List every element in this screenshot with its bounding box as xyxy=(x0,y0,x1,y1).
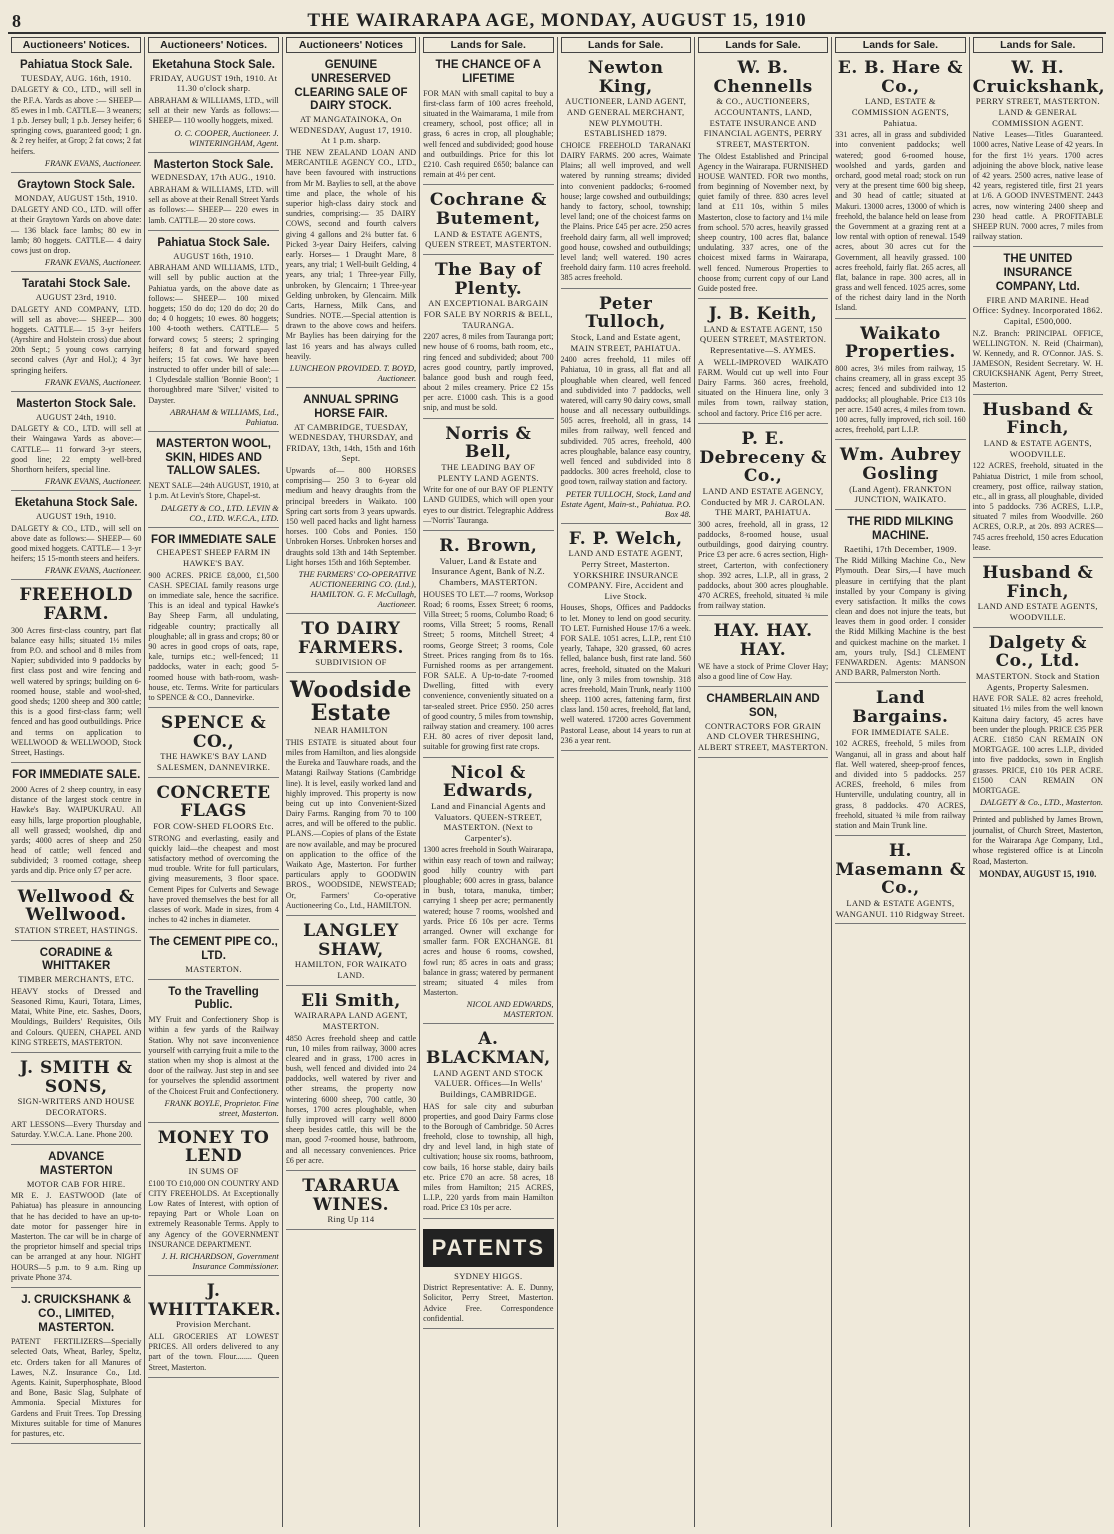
ad-title: Norris & Bell, xyxy=(445,423,532,463)
ad-body: HEAVY stocks of Dressed and Seasoned Rimu, Kauri, Totara, Limes, Matai, White Pine, etc. Sashes, Doors, Mouldings, Builders' Requisites, Oils and Colours. QUEEN, CHAPEL AND KING STREETS, MASTERTON. xyxy=(11,986,142,1047)
ad-body: £100 TO £10,000 ON COUNTRY AND CITY FREEHOLDS. At Exceptionally Low Rates of Interest, with option of repaying Part or Whole Loan on extremely Reasonable Terms. Apply to any Agency of the GOVERNMENT INSURANCE DEPARTMENT. xyxy=(148,1178,279,1249)
ad-body: District Representative: A. E. Dunny, Solicitor, Perry Street, Masterton. Advice Free. Correspondence confidential. xyxy=(423,1283,554,1323)
advertisement-j-smith-sons xyxy=(11,1056,141,1145)
ad-signature: PETER TULLOCH, Stock, Land and Estate Agent, Main-st., Pahiatua. P.O. Box 48. xyxy=(560,488,691,519)
ad-subtitle: LAND AGENT AND STOCK VALUER. Offices—In Wells' Buildings, CAMBRIDGE. xyxy=(433,1067,544,1099)
ad-signature: ABRAHAM & WILLIAMS, Ltd., Pahiatua. xyxy=(170,406,279,427)
ad-title: SPENCE & CO., xyxy=(160,713,267,752)
ad-title: CONCRETE FLAGS xyxy=(156,782,271,822)
columns xyxy=(8,37,1106,1527)
ad-title: R. Brown, xyxy=(439,536,538,557)
column-header: Lands for Sale. xyxy=(835,37,965,53)
ad-subtitle: SYDNEY HIGGS. xyxy=(454,1270,523,1281)
ad-body: ABRAHAM AND WILLIAMS, LTD., will sell by public auction at the Pahiatua yards, on the above date as follows:— SHEEP— 100 mixed hoggets; 150 do do; 120 do do; 20 do do; 4 0 hoggets; 10 ewes. 80 hoggets; 100 4-tooth wethers. CATTLE— 5 forward cows; 5 steers; 2 springing heifers; 8 fat and forward spayed heifers; 15 fat cows. We have been instructed to offer under bill of sale:— 1 Clydesdale stallion 'Bonnie Boon'; 1 thoroughbred mare 'Silver,' visited to Dayster. xyxy=(148,263,279,405)
ad-subtitle: FIRE AND MARINE. Head Office: Sydney. Incorporated 1862. Capital, £500,000. xyxy=(972,294,1103,326)
ad-title: P. E. Debreceny & Co., xyxy=(699,428,827,487)
advertisement-pahiatua-stock-sale xyxy=(148,234,278,432)
ad-subtitle: MASTERTON. xyxy=(185,963,242,974)
ad-title: Waikato Properties. xyxy=(845,323,956,363)
ad-body: 1300 acres freehold in South Wairarapa, within easy reach of town and railway; good hilly country with part ploughable; 600 acres in grass, balance in bush, totara, manuka, timber; carrying 1 sheep per acre; permanently watered; house 7 rooms, woolshed and yards. Price £6 10s per acre. Terms arranged. Owner will exchange for smaller farm. FOR EXCHANGE. 81 acres and house 6 rooms, cowshed, fowl run; 85 acres in oats and grass; balance in grass; watered by permanent stream; situated 4 miles from Masterton. xyxy=(423,845,554,998)
advertisement-j-cruickshank-co-limited-masterton xyxy=(11,1291,141,1444)
advertisement-husband-finch xyxy=(973,561,1103,628)
ad-subtitle: IN SUMS OF xyxy=(188,1166,239,1177)
advertisement-coradine-whittaker xyxy=(11,944,141,1053)
ad-body: 800 acres, 3½ miles from railway, 15 chains creamery, all in grass except 35 acres; fenced and subdivided into 12 paddocks; all ploughable. Price £13 10s per acre. 1540 acres, 4 miles from town. 100 acres, fully improved, rich soil. 160 acres, freehold, part L.I.P. xyxy=(835,364,966,435)
ad-title: Masterton Stock Sale. xyxy=(153,158,274,171)
ad-body: DALGETY & CO., LTD., will sell on above date as follows:— SHEEP— 60 good mixed hoggets. CATTLE— 1 3-yr heifers; 15 15-month steers and heifers. xyxy=(11,523,142,564)
column-5 xyxy=(558,37,695,1527)
ad-body: 122 ACRES, freehold, situated in the Pahiatua District, 1 mile from school, creamery, post office, railway station, etc., all in grass, all ploughable, divided into 5 paddocks. 736 ACRES, L.I.P., situated 7 miles from Woodville. 260 ACRES, O.R.P., at 20s. 893 ACRES—745 acres freehold, 150 acres Education lease. xyxy=(972,461,1103,552)
ad-title: E. B. Hare & Co., xyxy=(837,58,963,97)
advertisement-f-p-welch xyxy=(561,527,691,751)
ad-title: HAY. HAY. HAY. xyxy=(713,621,813,661)
ad-title: Cochrane & Butement, xyxy=(429,190,547,229)
ad-title: Masterton Stock Sale. xyxy=(16,397,136,410)
ad-title: Husband & Finch, xyxy=(982,399,1094,439)
ad-body: HOUSES TO LET.—7 rooms, Worksop Road; 6 rooms, Essex Street; 6 rooms, Villa Street; 5 rooms, Columbo Road; 6 rooms, Villa Street; 5 rooms, Renall Street; 5 rooms, Mitchell Street; 4 rooms, George Street; 3 rooms, Cole Street. Prices ranging from 8s to 16s. Furnished rooms as per arrangement. FOR SALE. A Up-to-date 7-roomed Dwelling, fitted with every convenience, conveniently situated on a tar-sealed street. Price £950. 250 acres of good country, 5 miles from township, railway station and creamery. 100 acres F.H. 80 acres of river deposit land, suitable for growing first rate crops. xyxy=(423,589,554,752)
ad-subtitle: CHEAPEST SHEEP FARM IN HAWKE'S BAY. xyxy=(156,547,271,569)
ad-title: The Bay of Plenty. xyxy=(435,259,542,299)
ad-title: FOR IMMEDIATE SALE xyxy=(151,533,277,546)
advertisement-the-ridd-milking-machine xyxy=(835,513,965,683)
ad-body: 2000 Acres of 2 sheep country, in easy distance of the largest stock centre in Hawke's Bay. WAIPUKURAU. All easy hills, large proportion ploughable, all well grassed; woolshed, dip and yards; 4000 acres of sheep and 250 head of cattle; well fenced and subdivided; 3 roomed cottage, sheep yards and dip. Price only £7 per acre. xyxy=(11,784,142,876)
ad-title: LANGLEY SHAW, xyxy=(303,920,399,960)
ad-title: Taratahi Stock Sale. xyxy=(21,278,131,291)
ad-title: F. P. Welch, xyxy=(568,528,683,549)
ad-title: J. B. Keith, xyxy=(708,304,818,325)
advertisement-genuine-unreserved-clearing-sale-of-dair xyxy=(286,56,416,388)
advertisement-j-b-keith xyxy=(698,302,828,424)
ad-subtitle: (Land Agent). FRANKTON JUNCTION, WAIKATO. xyxy=(849,483,952,505)
advertisement-pahiatua-stock-sale xyxy=(11,56,141,173)
ad-subtitle: TIMBER MERCHANTS, ETC. xyxy=(18,974,135,985)
advertisement-the-chance-of-a-lifetime xyxy=(423,56,553,185)
advertisement-masterton-stock-sale xyxy=(11,395,141,491)
ad-body: HAVE FOR SALE. 82 acres freehold, situated 1½ miles from the well known Kaituna dairy factory, 45 acres have been under the plough. PRICE £35 PER ACRE. £1850 CAN REMAIN ON MORTGAGE. 100 acres L.I.P., divided into five paddocks, sown in English grasses. PRICE, £10 10s PER ACRE. £1500 CAN REMAIN ON MORTGAGE. xyxy=(972,694,1103,795)
advertisement-w-h-cruickshank xyxy=(972,56,1106,247)
advertisement-r-brown xyxy=(423,534,553,758)
ad-title: Wm. Aubrey Gosling xyxy=(839,445,961,484)
advertisement-hay-hay-hay xyxy=(698,619,828,687)
advertisement-annual-spring-horse-fair xyxy=(286,391,416,614)
advertisement-peter-tulloch xyxy=(561,292,691,524)
ad-subtitle: Land and Financial Agents and Valuators. QUEEN-STREET, MASTERTON. (Next to Carpenter's). xyxy=(431,800,546,843)
masthead-title: THE WAIRARAPA AGE, MONDAY, AUGUST 15, 1910 xyxy=(307,10,807,31)
ad-body: 4850 Acres freehold sheep and cattle run, 10 miles from railway, 3000 acres cleared and in grass, 1700 acres in bush, well fenced and divided into 24 paddocks, well watered by river and other streams, the property now wintering 6000 sheep, 700 cattle, 30 horses, 1700 acres ploughable, when fully improved will carry well 8000 sheep besides cattle, this will be the man, good 7-roomed house, bathroom, and all necessary conveniences. Price £6 per acre. xyxy=(285,1033,417,1165)
ad-body: ABRAHAM & WILLIAMS, LTD. will sell as above at their Renall Street Yards as follows:— SHEEP— 220 ewes in lamb. CATTLE— 20 store cows. xyxy=(148,185,279,225)
ad-subtitle: Valuer, Land & Estate and Insurance Agent, Bank of N.Z. Chambers, MASTERTON. xyxy=(431,555,545,587)
advertisement-graytown-stock-sale xyxy=(11,176,141,272)
column-header: Auctioneers' Notices. xyxy=(11,37,141,53)
masthead xyxy=(8,10,1106,34)
ad-body: DALGETY & CO., LTD. will sell at their Waingawa Yards as above:— CATTLE— 11 forward 3-yr steers, good line; 22 empty well-bred Shorthorn heifers, special line. xyxy=(11,424,142,474)
ad-title: Eketahuna Stock Sale. xyxy=(14,497,138,510)
advertisement-a-blackman xyxy=(423,1027,553,1218)
ad-body: DALGETY & CO., LTD., will sell in the P.F.A. Yards as above :— SHEEP— 85 ewes in l mb. CATTLE— 3 weaners; 1 p.b. Jersey bull; 1 p.b. Jersey heifer; 6 springing cows, guaranteed good; 1 gn. & 2 rey heifer, at Grop; 2 fat cows; 2 fat heifers. xyxy=(11,85,142,156)
ad-title: Wellwood & Wellwood. xyxy=(17,886,135,926)
ad-signature: FRANK EVANS, Auctioneer. xyxy=(44,476,142,487)
advertisement-masterton-wool-skin-hides-and-tallow-sal xyxy=(148,435,278,528)
ad-signature: NICOL AND EDWARDS, MASTERTON. xyxy=(466,999,554,1020)
ad-title: Graytown Stock Sale. xyxy=(17,178,135,191)
ad-title: Eketahuna Stock Sale. xyxy=(152,59,275,71)
advertisement-masterton-stock-sale xyxy=(148,156,278,231)
ad-body: PATENT FERTILIZERS—Specially selected Oats, Wheat, Barley, Speltz, etc. Orders taken for all Manures of Lawes, N.Z. Insurance Co., Ltd. Agents. Kainit, Superphosphate, Blood and Bone, Basic Slag, Sulphate of Ammonia. Special Mixtures for Gardens and Fruit Trees. Top Dressing Mixtures suitable for time of Manures for pastures, etc. xyxy=(11,1337,142,1438)
ad-subtitle: FRIDAY, AUGUST 19th, 1910. At 11.30 o'clock sharp. xyxy=(149,72,278,94)
column-7 xyxy=(832,37,969,1527)
ad-body: 2400 acres freehold, 11 miles off Pahiatua, 10 in grass, all flat and all ploughable when cleared, well fenced and subdivided into 7 paddocks, well watered, will carry 90 dairy cows, small house and all necessary outbuildings. 505 acres, freehold, all in grass, 14 miles from railway, well fenced and subdivided. 705 acres, freehold, 400 acres ploughable, balance easy country, well fenced and subdivided into 8 paddocks. 300 acres freehold, close to good town, railway station and factory. xyxy=(560,355,691,487)
advertisement-nicol-edwards xyxy=(423,761,553,1025)
advertisement-husband-finch xyxy=(973,398,1103,558)
advertisement-money-to-lend xyxy=(148,1126,278,1276)
ad-subtitle: & CO., AUCTIONEERS, ACCOUNTANTS, LAND, ESTATE INSURANCE AND FINANCIAL AGENTS, PERRY STREET, MASTERTON. xyxy=(703,96,823,149)
ad-body: 102 ACRES, freehold, 5 miles from Wanganui, all in grass and about half flat. Well watered, sheep-proof fences, and divided into 5 paddocks. 257 ACRES, freehold, 6 miles from Hunterville, undulating country, all in grass, 8 paddocks. 470 ACRES, freehold, situated ¾ mile from railway station and Main Trunk line. xyxy=(835,739,966,830)
ad-title: Pahiatua Stock Sale. xyxy=(19,59,133,71)
column-8 xyxy=(970,37,1106,1527)
ad-body: THIS ESTATE is situated about four miles from Hamilton, and lies alongside the Eureka and Tauwhare roads, and the Matangi Railway Stations (Cambridge line). It is level, easily worked land and highly improved. This property is now being cut up into Convenient-Sized Dairy Farms. Ranging from 70 to 100 acres, and will be offered to the public. PLANS.—Copies of plans of the Estate are now available, and may be procured on application to the office of the Waikato Age, Masterton. For further particulars apply to GOODWIN BROS., WOODSIDE, NEWSTEAD; Or, Farmers' Co-operative Auctioneering Co., Ltd., HAMILTON. xyxy=(285,737,417,910)
ad-title: J. SMITH & SONS, xyxy=(19,1058,133,1097)
column-3 xyxy=(283,37,420,1527)
ad-title: J. WHITTAKER. xyxy=(148,1281,282,1320)
ad-subtitle: SIGN-WRITERS AND HOUSE DECORATORS. xyxy=(17,1096,135,1117)
advertisement-waikato-properties xyxy=(835,322,965,441)
ad-body: A WELL-IMPROVED WAIKATO FARM. Would cut up well into Four Dairy Farms. 360 acres, freehold, situated on the Hinuera line, only 3 miles from town, railway station, school and factory. Price £16 per acre. xyxy=(697,357,829,418)
ad-subtitle: AN EXCEPTIONAL BARGAIN FOR SALE BY NORRIS & BELL, TAURANGA. xyxy=(423,298,553,330)
advertisement-eketahuna-stock-sale xyxy=(148,56,278,153)
ad-body: DALGETY AND CO., LTD. will offer at their Graytown Yards on above date:— 136 black face lambs; 80 ew in lamb; 80 hoggets. CATTLE— 4 dairy cows just on drop. xyxy=(11,205,142,255)
ad-body: HAS for sale city and suburban properties, and good Dairy Farms close to the Borough of Cambridge. 50 Acres freehold, close to township, all high, dry and level land, in high state of cultivation; house six rooms, bathroom, cow bails, 16 horse stable, dairy bails etc. Price £70 an acre. 58 acres, 18 miles from Hamilton; 215 ACRES, L.I.P., 220 yards from main Hamilton road. Price £3 10s per acre. xyxy=(423,1101,554,1213)
ad-subtitle: NEAR HAMILTON xyxy=(314,725,388,736)
ad-title: FREEHOLD FARM. xyxy=(19,585,134,625)
advertisement-h-masemann-co xyxy=(835,839,965,924)
ad-title: ADVANCE MASTERTON xyxy=(39,1151,113,1177)
ad-body: 2207 acres, 8 miles from Tauranga port; new house of 6 rooms, bath room, etc., ring fenced and subdivided; about 700 acres good country, partly improved, balance good bush and rough feed, about 2 miles creamery. Price £2 15s per acre. £1000 cash. This is a good snip, and must be sold. xyxy=(423,332,554,413)
ad-body: MR E. J. EASTWOOD (late of Pahiatua) has pleasure in announcing that he has decided to have an up-to-date motor for passenger hire in Masterton. The car will be in charge of the proprietor himself and special trips can be arranged at any hour. NIGHT HOURS—5 p.m. to 9 a.m. Ring up private Phone 374. xyxy=(11,1191,142,1282)
ad-title: Peter Tulloch, xyxy=(585,293,666,333)
ad-title: Eli Smith, xyxy=(301,990,401,1011)
ad-title: TARARUA WINES. xyxy=(302,1175,400,1215)
ad-body: 300 acres, freehold, all in grass, 12 paddocks, 8-roomed house, usual outbuildings, good dairying country. Price £3 per acre. 6 acres section, High-street, Carterton, with confectionery shop. 392 acres, L.I.P., all in grass, 2 paddocks, about 300 acres ploughable. 470 ACRES, freehold, situated ¾ mile from railway station. xyxy=(697,519,829,611)
column-1 xyxy=(8,37,145,1527)
column-header: Lands for Sale. xyxy=(423,37,553,53)
ad-subtitle: LAND & ESTATE AGENTS, WANGANUI. 110 Ridgway Street. xyxy=(835,898,965,919)
ad-title: CHAMBERLAIN AND SON, xyxy=(706,693,820,719)
ad-body: Upwards of— 800 HORSES comprising— 250 3 to 6-year old medium and heavy draughts from the principal breeders in Waikato. 100 Spring cart sorts from 3 years upwards. 150 well paced hacks and light harness horses. 100 Cobs and Ponies. 150 Unbroken Horses. Unbroken horses and draughts sold 13th and 14th September. Light horses 15th and 16th September. xyxy=(285,466,417,567)
ad-body: FOR MAN with small capital to buy a first-class farm of 100 acres freehold, situated in the Waimarama, 1 mile from creamery, school, post office; all in grass, 6 acres in crop, all ploughable; well fenced and subdivided; good house and outbuildings. Price for this lot £210. Cash required £650; balance can remain at 4½ per cent. xyxy=(423,88,554,180)
ad-body: ALL GROCERIES AT LOWEST PRICES. All orders delivered to any part of the town. Flour........ Queen Street, Masterton. xyxy=(148,1332,279,1372)
ad-body: STRONG and everlasting, easily and quickly laid—the cheapest and most satisfactory method of overcoming the mud trouble. Write for full particulars, giving measurements, 3 floor space. Cement Pipes for Culverts and Sewage have proved themselves the best for all classes of work. Made in sizes, from 4 inches to 42 inches in diameter. xyxy=(148,833,279,925)
ad-subtitle: TUESDAY, AUG. 16th, 1910. xyxy=(21,72,132,83)
ad-title: The CEMENT PIPE CO., LTD. xyxy=(149,936,278,963)
ad-subtitle: AUGUST 23rd, 1910. xyxy=(35,291,117,302)
ad-body: 300 Acres first-class country, part flat balance easy hills; situated 1½ miles from P.O. and school and 8 miles from Napier; subdivided into 9 paddocks by first class post and wire fencing and well watered by springs; building on 6-roomed house, stable and wool-shed, good sheds; 1200 sheep and 300 cattle; this is a good first-class farm; well fenced and has good outbuildings. Price and terms on application to WELLWOOD & WELLWOOD, Stock Street, Hastings. xyxy=(11,625,142,757)
column-header: Lands for Sale. xyxy=(698,37,828,53)
ad-subtitle: LAND & ESTATE AGENTS, QUEEN STREET, MASTERTON. xyxy=(425,228,552,250)
advertisement-cochrane-butement xyxy=(423,188,553,255)
ad-title: Husband & Finch, xyxy=(982,563,1094,602)
advertisement-p-e-debreceny-co xyxy=(698,427,828,617)
advertisement-the-cement-pipe-co-ltd xyxy=(148,933,278,979)
ad-title: W. B. Chennells xyxy=(713,58,813,97)
ad-subtitle: Ring Up 114 xyxy=(327,1214,375,1225)
advertisement-patents xyxy=(423,1222,553,1329)
imprint-date: MONDAY, AUGUST 15, 1910. xyxy=(979,869,1097,880)
ad-title: Newton King, xyxy=(587,58,664,97)
ad-body: NEXT SALE—24th AUGUST, 1910, at 1 p.m. At Levin's Store, Chapel-st. xyxy=(148,481,279,501)
ad-subtitle: WAIRARAPA LAND AGENT, MASTERTON. xyxy=(294,1010,408,1031)
advertisement-concrete-flags xyxy=(148,781,278,931)
ad-subtitle: LAND AND ESTATE AGENCY, Conducted by MR J. CAROLAN. THE MART, PAHIATUA. xyxy=(701,485,825,518)
advertisement-to-the-travelling-public xyxy=(148,983,278,1123)
ad-subtitle: MONDAY, AUGUST 15th, 1910. xyxy=(14,192,138,203)
ad-subtitle: LAND AND ESTATE AGENT, Perry Street, Masterton. YORKSHIRE INSURANCE COMPANY. Fire, Accident and Live Stock. xyxy=(567,548,684,601)
advertisement-woodside-estate xyxy=(286,676,416,916)
advertisement-eli-smith xyxy=(286,989,416,1171)
ad-signature: DALGETY & CO., LTD. LEVIN & CO., LTD. W.F.C.A., LTD. xyxy=(160,502,279,523)
advertisement-spence-co xyxy=(148,711,278,778)
ad-title: A. BLACKMAN, xyxy=(425,1029,551,1068)
advertisement-taratahi-stock-sale xyxy=(11,275,141,392)
advertisement-eketahuna-stock-sale xyxy=(11,494,141,580)
ad-title: THE UNITED INSURANCE COMPANY, Ltd. xyxy=(995,253,1080,293)
ad-signature: DALGETY & Co., LTD., Masterton. xyxy=(980,797,1103,808)
ad-title: W. H. Cruickshank, xyxy=(972,58,1106,97)
ad-subtitle: LAND & ESTATE AGENTS, WOODVILLE. xyxy=(983,438,1092,459)
advertisement-e-b-hare-co xyxy=(835,56,965,319)
ad-body: DALGETY AND COMPANY, LTD. will sell as above:— SHEEP— 300 hoggets. CATTLE— 15 3-yr heifers (Ayrshire and Holstein cross) due about 20th Sept.; 5 young cows carrying second calves (Ayr and Hol.); 4 3yr springing heifers. xyxy=(11,304,142,375)
ad-signature: O. C. COOPER, Auctioneer. J. WINTERINGHAM, Agent. xyxy=(174,127,279,148)
ad-body: THE NEW ZEALAND LOAN AND MERCANTILE AGENCY CO., LTD., have been favoured with instructions from Mr M. Baylies to sell, at the above time and place, the whole of his superior high-class dairy stock and sundries, comprising:— 35 DAIRY COWS, second and fourth calvers giving 4 gallons and 2¼ butter fat. 6 Picked 3-year Dairy Heifers, calving early. Horses— 1 Draught Mare, 8 years, any trial; 1 Well-built Gelding, 4 years, any trial; 1 Three-year Filly, unbroken, by Glencairn; 1 Three-year Gelding unbroken, by Glencairn. Milk Carts, Harness, Milk Cans, and Sundries. NOTE.—Special attention is drawn to the above cows and heifers. Mr Baylies has been dairying for the last 16 years and has always culled heavily. xyxy=(285,148,417,361)
ad-body: The Oldest Established and Principal Agency in the Wairarapa. FURNISHED HOUSE WANTED. FOR two months, from beginning of November next, by quiet family of three. 830 acres level land at £11 10s, within 5 miles Masterton, close to factory and 1¼ mile from school. 570 acres, heavily grassed sheep country, 100 acres flat, balance undulating. 337 acres, one of the choicest mixed farms in Wairarapa, well fenced. Numerous Properties to choose from; current copy of our Land Guide posted free. xyxy=(697,151,829,293)
column-header: Lands for Sale. xyxy=(973,37,1103,53)
advertisement-tararua-wines xyxy=(286,1174,416,1230)
ad-title: Nicol & Edwards, xyxy=(442,762,534,802)
ad-body: 900 ACRES. PRICE £8,000, £1,500 CASH. SPECIAL family reasons urge on immediate sale, hence the sacrifice. This is an ideal and typical Hawke's Bay Sheep Farm, all undulating, ridgeable country; practically all ploughable; all in grass and crops; 80 or 90 acres in good crops of oats, rape, kale, turnips etc.; well-fenced; 11 paddocks, water in each; good 5-roomed house with bath-room, wash-house, etc. Terms. Write for particulars to SPENCE & CO., Dannevirke. xyxy=(148,570,279,702)
ad-title: GENUINE UNRESERVED CLEARING SALE OF DAIRY STOCK. xyxy=(294,59,408,113)
advertisement-to-dairy-farmers xyxy=(286,617,416,673)
ad-subtitle: MOTOR CAB FOR HIRE. xyxy=(26,1178,126,1189)
advertisement-land-bargains xyxy=(835,686,965,836)
ad-body: Native Leases—Titles Guaranteed. 1000 acres, Native Lease of 42 years. In for the first 1½ years. 1700 acres adjoining the above block, native lease of 42 years. 2500 acres, native lease of 42 years, registered title, first 21 years at 1/6. A GOOD INVESTMENT. 2443 acres, now wintering 2400 sheep and 230 head cattle. A PROFITABLE SHEEP RUN. 7000 acres, 7 miles from railway station. xyxy=(972,130,1103,242)
ad-body: The Ridd Milking Machine Co., New Plymouth. Dear Sirs,—I have much pleasure in certifying that the plant installed by your Company is giving every satisfaction. It milks the cows clean and does not injure the teats, but leaves them in good order. I consider the Ridd Milking Machine is the best and quickest machine on the market. I am, yours truly, [Sd.] CLEMENT FENWARDEN. Agents: MANSON AND BARR, Palmerston North. xyxy=(835,556,966,678)
ad-subtitle: FOR COW-SHED FLOORS Etc. xyxy=(153,821,274,832)
column-header: Auctioneers' Notices xyxy=(286,37,416,53)
column-header: Lands for Sale. xyxy=(561,37,691,53)
ad-body: 331 acres, all in grass and subdivided into convenient paddocks; well watered; good 6-roomed house, woolshed and yards, garden and orchard, good metal road; stock on run very at the present time 600 big sheep, and 30 head of cattle; situated at Makuri. 13000 acres, 13000 of which is freehold, the balance held on lease from the Government at a grazing rent at a low rental with option of renewal. 1549 acres, about 30 acres cut for the Government, all heavily grassed. 100 acres freehold, fairly flat. 265 acres, all flat, balance in rape. 300 acres, all in grass and well fenced. 1025 acres, some of the richest dairy land in the North Island. xyxy=(835,130,966,313)
ad-subtitle: AT MANGATAINOKA, On WEDNESDAY, August 17, 1910. At 1 p.m. sharp. xyxy=(289,114,413,146)
ad-title: MASTERTON WOOL, SKIN, HIDES AND TALLOW SALES. xyxy=(156,437,271,478)
ad-signature: THE FARMERS' CO-OPERATIVE AUCTIONEERING CO. (Ltd.), HAMILTON. G. F. McCullagh, Auctioneer. xyxy=(298,568,417,609)
column-header: Auctioneers' Notices. xyxy=(148,37,278,53)
ad-title: THE CHANCE OF A LIFETIME xyxy=(435,59,542,85)
ad-title: To the Travelling Public. xyxy=(168,985,259,1012)
ad-body: CHOICE FREEHOLD TARANAKI DAIRY FARMS. 200 acres, Waimate Plains; all well improved, and well watered by running streams; divided into convenient paddocks; 6-roomed house; large cowshed and outbuildings; handy to factory, school, township; level land; one of the choicest farms on the Plains. Price £45 per acre. 250 acres freehold dairy farm, all well improved; good house, cowshed and outbuildings; level land; well watered. 190 acres freehold dairy farm. 110 acres freehold. 385 acres freehold. xyxy=(560,140,691,283)
ad-body: MY Fruit and Confectionery Shop is within a few yards of the Railway Station. Why not save inconvenience yourself with carrying fruit a mile to the station when my shop is almost at the door of the railway. Just step in and see for yourselves the splendid assortment of the Choicest Fruit and Confectionery. xyxy=(148,1015,279,1096)
advertisement-the-bay-of-plenty xyxy=(423,258,553,419)
advertisement-w-b-chennells xyxy=(698,56,828,299)
column-4 xyxy=(420,37,557,1527)
advertisement-langley-shaw xyxy=(286,919,416,986)
advertisement-the-united-insurance-company-ltd xyxy=(973,250,1103,394)
advertisement-norris-bell xyxy=(423,422,553,531)
ad-subtitle: STATION STREET, HASTINGS. xyxy=(14,925,138,936)
ad-title: TO DAIRY FARMERS. xyxy=(297,618,404,658)
advertisement-dalgety-co-ltd xyxy=(973,631,1103,813)
ad-subtitle: LAND, ESTATE & COMMISSION AGENTS, Pahiatua. xyxy=(851,96,949,128)
ad-signature: LUNCHEON PROVIDED. T. BOYD, Auctioneer. xyxy=(289,363,417,383)
advertisement-for-immediate-sale xyxy=(148,531,278,708)
ad-title: ANNUAL SPRING HORSE FAIR. xyxy=(303,394,399,420)
ad-title: THE RIDD MILKING MACHINE. xyxy=(847,515,954,542)
ad-body: ART LESSONS—Every Thursday and Saturday. Y.W.C.A. Lane. Phone 200. xyxy=(11,1119,142,1139)
advertisement-newton-king xyxy=(561,56,691,289)
advertisement-wm-aubrey-gosling xyxy=(835,443,965,510)
ad-subtitle: CONTRACTORS FOR GRAIN AND CLOVER THRESHING, ALBERT STREET, MASTERTON. xyxy=(697,720,829,753)
ad-title: Land Bargains. xyxy=(852,688,949,728)
ad-title: CORADINE & WHITTAKER xyxy=(39,946,113,973)
ad-subtitle: SUBDIVISION OF xyxy=(315,657,387,668)
advertisement-advance-masterton xyxy=(11,1148,141,1288)
ad-subtitle: AUGUST 16th, 1910. xyxy=(173,250,254,261)
ad-subtitle: PERRY STREET, MASTERTON. LAND & GENERAL COMMISSION AGENT. xyxy=(975,96,1100,128)
ad-body: N.Z. Branch: PRINCIPAL OFFICE, WELLINGTON. N. Reid (Chairman), W. Kennedy, and R. O'Connor. JAS. S. JAMESON, Resident Secretary. W. H. CRUICKSHANK Agent, Perry Street, Masterton. xyxy=(972,328,1103,389)
ad-subtitle: HAMILTON, FOR WAIKATO LAND. xyxy=(294,959,407,980)
ad-signature: FRANK BOYLE, Proprietor. Fine street, Masterton. xyxy=(164,1097,279,1118)
ad-title: MONEY TO LEND xyxy=(157,1127,270,1167)
ad-subtitle: MASTERTON. Stock and Station Agents, Property Salesmen. xyxy=(975,671,1100,692)
ad-title: Pahiatua Stock Sale. xyxy=(157,236,270,249)
column-6 xyxy=(695,37,832,1527)
advertisement-j-whittaker xyxy=(148,1279,282,1378)
ad-subtitle: WEDNESDAY, 17th AUG., 1910. xyxy=(151,172,277,183)
ad-title: Woodside Estate xyxy=(290,676,412,727)
ad-signature: FRANK EVANS, Auctioneer. xyxy=(44,376,142,387)
imprint-text: Printed and published by James Brown, journalist, of Church Street, Masterton, for the Wairarapa Age Company, Ltd., whose registered office is at Lincoln Road, Masterton. xyxy=(972,815,1103,866)
page-number: 8 xyxy=(12,10,21,31)
ad-subtitle: Provision Merchant. xyxy=(176,1319,252,1330)
ad-subtitle: THE HAWKE'S BAY LAND SALESMEN, DANNEVIRKE. xyxy=(156,751,271,773)
advertisement-wellwood-wellwood xyxy=(11,885,141,941)
ad-subtitle: FOR IMMEDIATE SALE. xyxy=(851,726,950,737)
ad-subtitle: AUGUST 19th, 1910. xyxy=(36,510,117,521)
ad-title: FOR IMMEDIATE SALE. xyxy=(12,769,141,782)
ad-title: J. CRUICKSHANK & CO., LIMITED, MASTERTON. xyxy=(21,1293,132,1334)
ad-subtitle: LAND AND ESTATE AGENTS, WOODVILLE. xyxy=(977,601,1098,623)
ad-subtitle: AT CAMBRIDGE, TUESDAY, WEDNESDAY, THURSDAY, and FRIDAY, 13th, 14th, 15th and 16th Sept. xyxy=(286,421,416,464)
ad-subtitle: AUCTIONEER, LAND AGENT, AND GENERAL MERCHANT, NEW PLYMOUTH. ESTABLISHED 1879. xyxy=(565,96,687,139)
advertisement-for-immediate-sale xyxy=(11,766,141,881)
ad-subtitle: Stock, Land and Estate agent, MAIN STREET, PAHIATUA. xyxy=(570,331,681,353)
advertisement-freehold-farm xyxy=(11,583,141,763)
ad-body: ABRAHAM & WILLIAMS, LTD., will sell at their new Yards as follows:— SHEEP— 110 woolly hoggets, mixed. xyxy=(148,96,279,126)
advertisement-chamberlain-and-son xyxy=(698,690,828,757)
ad-signature: J. H. RICHARDSON, Government Insurance Commissioner. xyxy=(161,1251,279,1272)
ad-body: Houses, Shops, Offices and Paddocks to let. Money to lend on good security. TO LET. Furnished House 17/6 a week. FOR SALE. 1051 acres, L.I.P., rent £10 yearly, Tahape, 320 grassed, 60 acres felled, balance bush, first rate land. 560 acres, freehold, situated on the Makuri line, only 3 miles from township. 318 acres freehold, Main Trunk, nearly 1100 sheep. 1100 acres, fattening farm, first class land. 150 acres, freehold, flat land, well watered. 17200 acres Government Pastoral Lease, about 14 years to run at 236 a year rent. xyxy=(560,603,691,745)
ad-title: Dalgety & Co., Ltd. xyxy=(988,632,1088,672)
ad-body: Write for one of our BAY OF PLENTY LAND GUIDES, which will open your eyes to our district. Telegraphic Address—'Norris' Tauranga. xyxy=(423,485,554,525)
ad-signature: FRANK EVANS, Auctioneer. xyxy=(44,157,142,168)
ad-signature: FRANK EVANS, Auctioneer. xyxy=(44,565,142,576)
ad-subtitle: Raetihi, 17th December, 1909. xyxy=(844,543,957,554)
ad-signature: FRANK EVANS, Auctioneer. xyxy=(44,257,142,268)
ad-subtitle: AUGUST 24th, 1910. xyxy=(36,411,117,422)
column-2 xyxy=(145,37,282,1527)
ad-title: H. Masemann & Co., xyxy=(835,841,966,899)
ad-subtitle: THE LEADING BAY OF PLENTY LAND AGENTS. xyxy=(437,462,539,483)
ad-subtitle: LAND & ESTATE AGENT, 150 QUEEN STREET, MASTERTON. Representative—S. AYMES. xyxy=(699,323,827,356)
ad-body: WE have a stock of Prime Clover Hay; also a good line of Cow Hay. xyxy=(697,661,829,681)
patents-logo: PATENTS xyxy=(423,1229,553,1267)
imprint-footer xyxy=(973,815,1103,881)
